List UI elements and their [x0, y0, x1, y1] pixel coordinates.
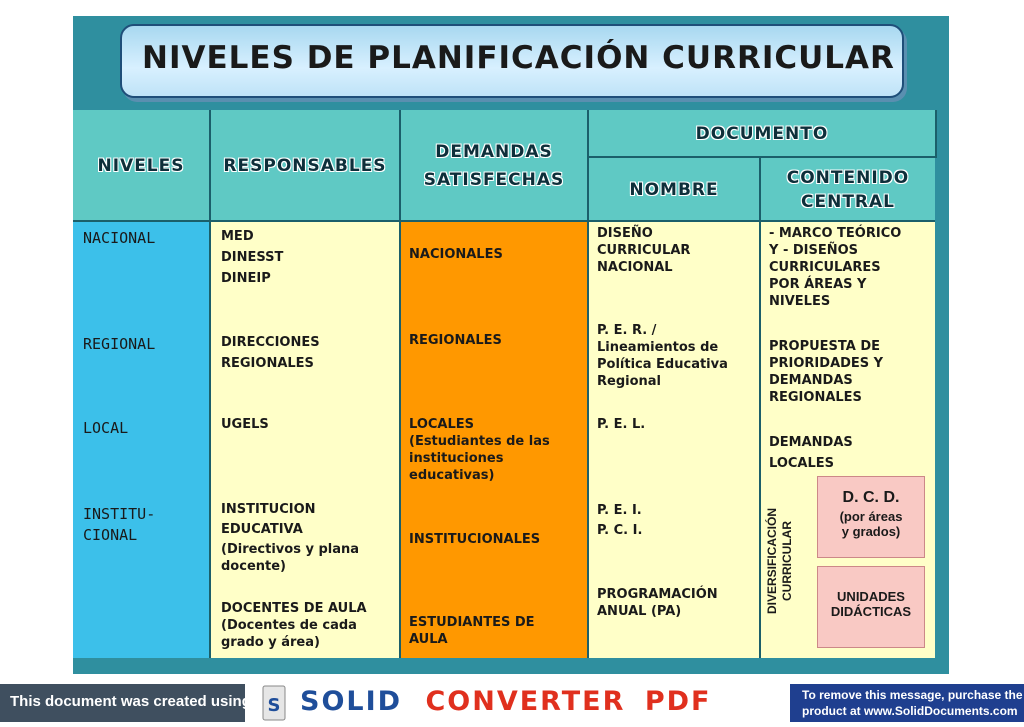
title-banner — [120, 24, 904, 98]
header-responsables: RESPONSABLES — [211, 110, 401, 222]
svg-text:S: S — [267, 695, 281, 716]
column-niveles — [73, 222, 211, 658]
header-niveles: NIVELES — [73, 110, 211, 222]
contenido-nacional: - MARCO TEÓRICO Y - DISEÑOS CURRICULARES POR ÁREAS Y NIVELES — [769, 226, 902, 309]
nombre-per: P. E. R. / Lineamientos de Política Educativa Regional — [597, 323, 728, 389]
header-nombre: NOMBRE — [589, 158, 761, 222]
responsables-institucional: INSTITUCION EDUCATIVA (Directivos y plana docente) — [221, 502, 360, 574]
dcd-box: D. C. D. (por áreas y grados) — [817, 476, 925, 558]
diversificacion-curricular-label: DIVERSIFICACIÓN CURRICULAR — [765, 508, 794, 615]
footer-banner — [0, 680, 1024, 727]
header-demandas: DEMANDAS SATISFECHAS — [401, 110, 589, 222]
header-documento: DOCUMENTO — [589, 110, 937, 158]
responsables-aula: DOCENTES DE AULA (Docentes de cada grado y área) — [221, 601, 367, 650]
contenido-regional: PROPUESTA DE PRIORIDADES Y DEMANDAS REGIONALES — [769, 339, 884, 405]
footer-left: This document was created using — [0, 684, 245, 722]
nombre-pel: P. E. L. — [597, 417, 646, 432]
unidades-didacticas-box: UNIDADES DIDÁCTICAS — [817, 566, 925, 648]
nombre-pei: P. E. I. — [597, 503, 642, 518]
demandas-locales: LOCALES (Estudiantes de las instituciones educativas) — [409, 417, 550, 483]
nivel-regional: REGIONAL — [83, 335, 156, 353]
nombre-dcn: DISEÑO CURRICULAR NACIONAL — [597, 226, 691, 275]
nombre-pci: P. C. I. — [597, 523, 643, 538]
nivel-nacional: NACIONAL — [83, 229, 156, 247]
nivel-local: LOCAL — [83, 419, 129, 437]
solid-converter-logo-icon — [262, 684, 286, 722]
page-title: NIVELES DE PLANIFICACIÓN CURRICULAR — [142, 40, 895, 76]
demandas-regionales: REGIONALES — [409, 333, 502, 348]
responsables-local: UGELS — [221, 417, 269, 432]
responsables-nacional: MED DINESST DINEIP — [221, 229, 284, 286]
nombre-pa: PROGRAMACIÓN ANUAL (PA) — [597, 587, 718, 619]
footer-purchase-link[interactable]: To remove this message, purchase the product at www.SolidDocuments.com — [790, 684, 1024, 722]
footer-brand: SOLID CONVERTER PDF — [300, 686, 712, 717]
responsables-regional: DIRECCIONES REGIONALES — [221, 335, 320, 371]
nivel-institucional: INSTITU- CIONAL — [83, 505, 156, 544]
demandas-institucionales: INSTITUCIONALES — [409, 532, 541, 547]
header-contenido: CONTENIDO CENTRAL — [761, 158, 935, 222]
demandas-nacionales: NACIONALES — [409, 247, 503, 262]
contenido-local: DEMANDAS LOCALES — [769, 435, 853, 471]
demandas-aula: ESTUDIANTES DE AULA — [409, 615, 535, 647]
